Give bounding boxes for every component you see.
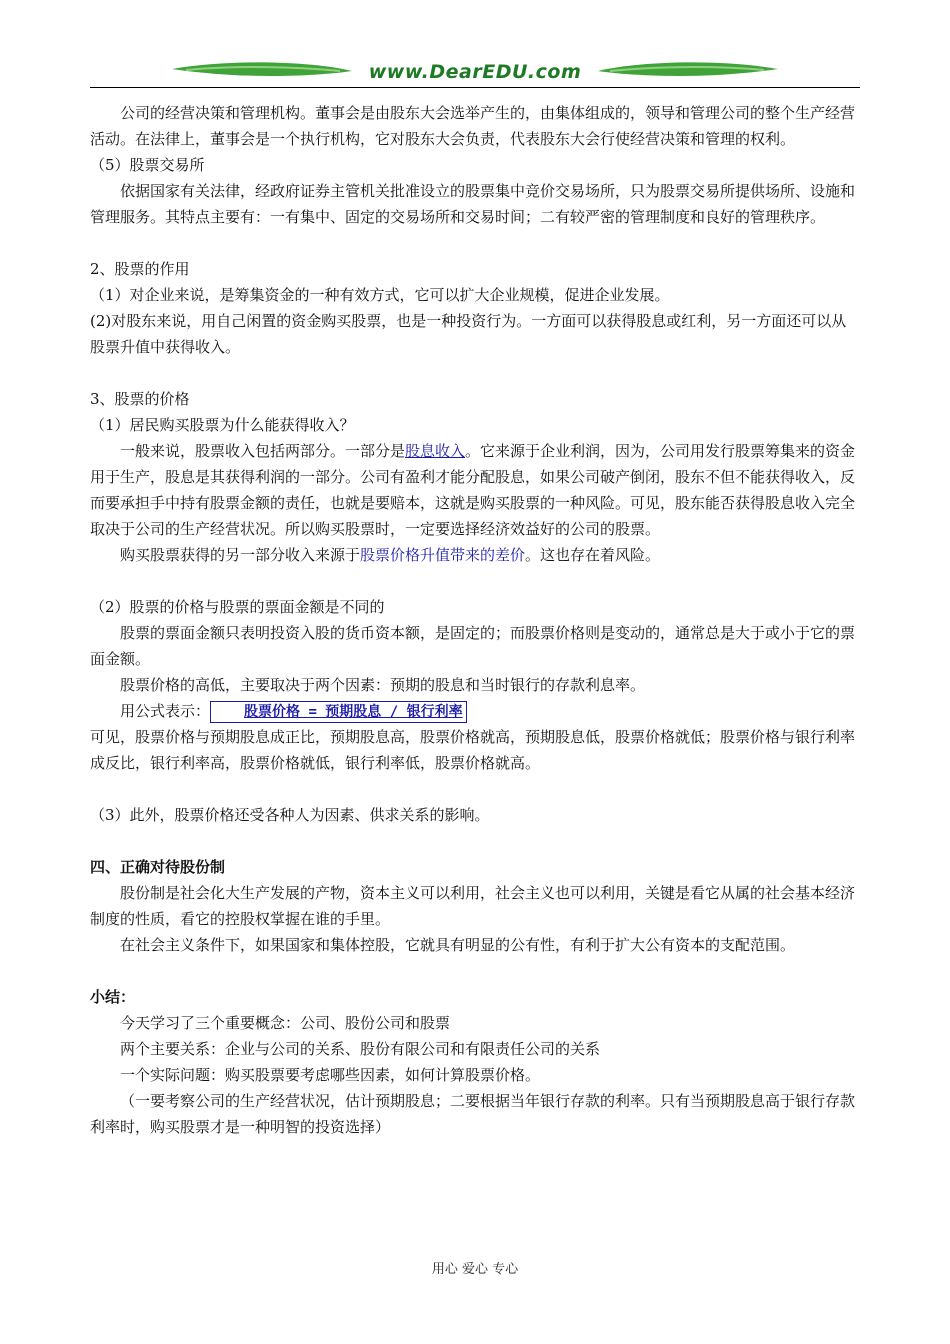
subheading: （5）股票交易所 [90, 156, 205, 174]
summary-item: 今天学习了三个重要概念：公司、股份公司和股票 [120, 1014, 451, 1032]
paragraph: 股票的票面金额只表明投资入股的货币资本额，是固定的；而股票价格则是变动的，通常总是大于或小于它的票面金额。 [90, 624, 856, 668]
header-divider [90, 87, 860, 88]
price-formula[interactable]: 股票价格 = 预期股息 / 银行利率 [210, 701, 467, 723]
summary-item: 一个实际问题：购买股票要考虑哪些因素，如何计算股票价格。 [120, 1066, 541, 1084]
paragraph: 股份制是社会化大生产发展的产物，资本主义可以利用，社会主义也可以利用，关键是看它从属的社会基本经济制度的性质，看它的控股权掌握在谁的手里。 [90, 884, 856, 928]
paragraph: 可见，股票价格与预期股息成正比，预期股息高，股票价格就高，预期股息低，股票价格就低；股票价格与银行利率成反比，银行利率高，股票价格就低，银行利率低，股票价格就高。 [90, 728, 856, 772]
section-heading: 四、正确对待股份制 [90, 858, 226, 876]
paragraph: 公司的经营决策和管理机构。董事会是由股东大会选举产生的，由集体组成的，领导和管理公司的整个生产经营活动。在法律上，董事会是一个执行机构，它对股东大会负责，代表股东大会行使经营决策和管理的权利。 [90, 104, 856, 148]
page-footer: 用心 爱心 专心 [431, 1262, 519, 1277]
section-heading: 3、股票的价格 [90, 390, 190, 408]
summary-heading: 小结： [90, 988, 136, 1006]
dividend-income-link[interactable]: 股息收入 [405, 442, 466, 460]
site-logo[interactable]: www.DearEDU.com [368, 61, 582, 83]
paragraph: 用公式表示： 股票价格 = 预期股息 / 银行利率 [90, 698, 860, 724]
paragraph: (2)对股东来说，用自己闲置的资金购买股票，也是一种投资行为。一方面可以获得股息或红利，另一方面还可以从股票升值中获得收入。 [90, 312, 847, 356]
subheading: （2）股票的价格与股票的票面金额是不同的 [90, 598, 385, 616]
paragraph: 一般来说，股票收入包括两部分。一部分是股息收入。它来源于企业利润，因为，公司用发行股票筹集来的资金用于生产，股息是其获得利润的一部分。公司有盈利才能分配股息，如果公司破产倒闭，股东不但不能获得收入，反而要承担手中持有股票金额的责任，也就是要赔本，这就是购买股票的一种风险。可见，股东能否获得股息收入完全取决于公司的生产经营状况。所以购买股票时，一定要选择经济效益好的公司的股票。 [90, 442, 856, 538]
price-gain-highlight: 股票价格升值带来的差价 [360, 546, 526, 564]
paragraph: （1）对企业来说，是筹集资金的一种有效方式，它可以扩大企业规模，促进企业发展。 [90, 286, 670, 304]
summary-note: （一要考察公司的生产经营状况，估计预期股息；二要根据当年银行存款的利率。只有当预期股息高于银行存款利率时，购买股票才是一种明智的投资选择） [90, 1092, 856, 1136]
section-heading: 2、股票的作用 [90, 260, 190, 278]
paragraph: 股票价格的高低，主要取决于两个因素：预期的股息和当时银行的存款利息率。 [120, 676, 646, 694]
paragraph: （3）此外，股票价格还受各种人为因素、供求关系的影响。 [90, 806, 490, 824]
paragraph: 购买股票获得的另一部分收入来源于股票价格升值带来的差价。这也存在着风险。 [120, 546, 661, 564]
paragraph: 依据国家有关法律，经政府证券主管机关批准设立的股票集中竞价交易场所，只为股票交易所提供场所、设施和管理服务。其特点主要有：一有集中、固定的交易场所和交易时间；二有较严密的管理制度和良好的管理秩序。 [90, 182, 856, 226]
document-body [90, 100, 860, 1140]
summary-item: 两个主要关系：企业与公司的关系、股份有限公司和有限责任公司的关系 [120, 1040, 601, 1058]
page-header [90, 55, 860, 91]
subheading: （1）居民购买股票为什么能获得收入？ [90, 416, 355, 434]
paragraph: 在社会主义条件下，如果国家和集体控股，它就具有明显的公有性，有利于扩大公有资本的支配范围。 [120, 936, 796, 954]
